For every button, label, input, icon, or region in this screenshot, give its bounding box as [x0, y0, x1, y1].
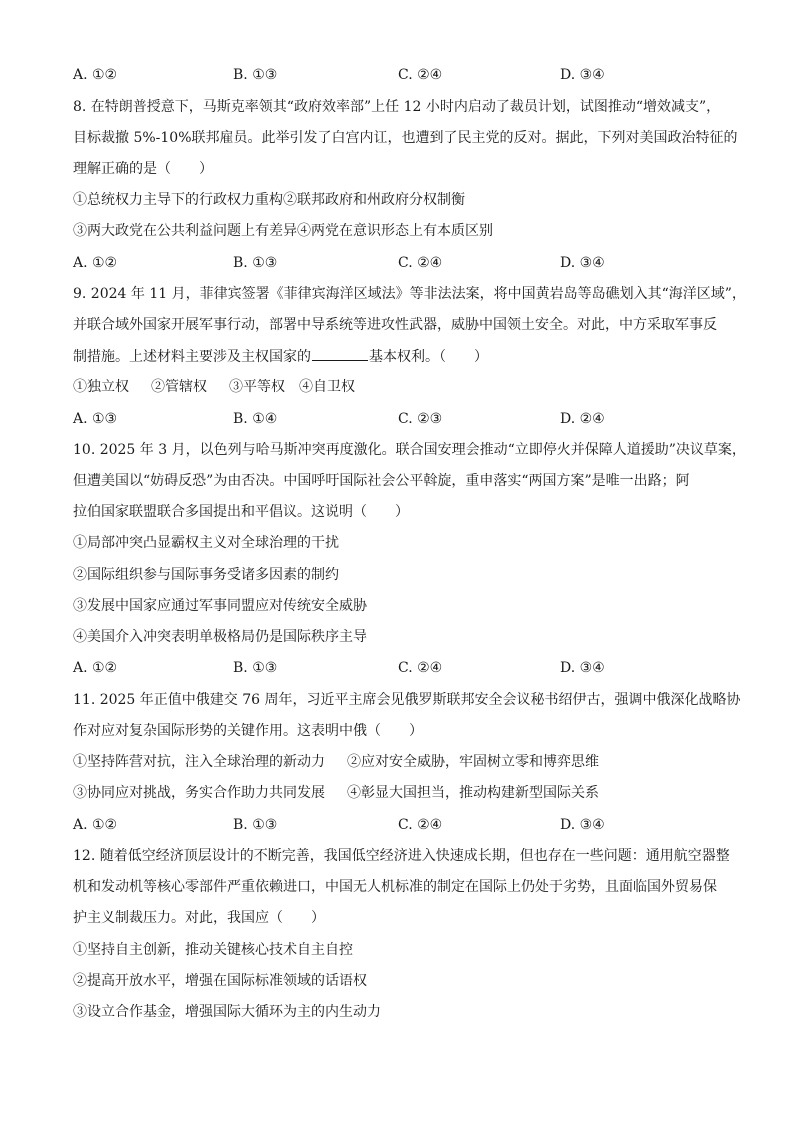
q11-option-a: A. ①② [73, 817, 118, 833]
q10-option-a: A. ①② [73, 660, 118, 676]
q11-items-row-2 [73, 783, 599, 803]
q10-option-d: D. ③④ [560, 660, 605, 676]
q9-item-1: ①独立权 [73, 379, 129, 395]
q7-option-c: C. ②④ [398, 67, 443, 83]
q11-stem-line-1: 11. 2025 年正值中俄建交 76 周年，习近平主席会见俄罗斯联邦安全会议秘书绍伊古，强调中俄深化战略协 [73, 692, 741, 708]
q10-item-1: ①局部冲突凸显霸权主义对全球治理的干扰 [73, 535, 339, 551]
q12-item-1: ①坚持自主创新，推动关键核心技术自主自控 [73, 942, 353, 958]
q10-stem-line-1: 10. 2025 年 3 月，以色列与哈马斯冲突再度激化。联合国安理会推动“立即停火并保障人道援助”决议草案， [73, 442, 746, 458]
q7-option-d: D. ③④ [560, 67, 605, 83]
q9-options [73, 409, 733, 429]
q9-items [73, 377, 355, 397]
q11-item-2: ②应对安全威胁，牢固树立零和博弈思维 [347, 754, 599, 770]
q11-stem-line-2: 作对应对复杂国际形势的关键作用。这表明中俄（ ） [73, 723, 423, 739]
q11-items-row-1 [73, 752, 599, 772]
q10-item-4: ④美国介入冲突表明单极格局仍是国际秩序主导 [73, 629, 367, 645]
q9-stem-line-3 [73, 346, 488, 366]
q9-stem-before-blank: 制措施。上述材料主要涉及主权国家的 [73, 349, 311, 365]
q8-stem-line-3: 理解正确的是（ ） [73, 161, 213, 177]
q9-stem-line-1: 9. 2024 年 11 月，菲律宾签署《菲律宾海洋区域法》等非法法案，将中国黄岩岛等岛礁划入其“海洋区域”， [73, 286, 746, 302]
q10-options [73, 658, 733, 678]
q9-item-4: ④自卫权 [299, 379, 355, 395]
q10-stem-line-2: 但遭美国以“妨碍反恐”为由否决。中国呼吁国际社会公平斡旋，重申落实“两国方案”是唯一出路；阿 [73, 473, 690, 489]
q8-option-a: A. ①② [73, 255, 118, 271]
q10-option-c: C. ②④ [398, 660, 443, 676]
q8-options [73, 253, 733, 273]
q9-stem-after-blank: 基本权利。（ ） [369, 349, 488, 365]
q9-item-3: ③平等权 [229, 379, 285, 395]
q8-stem-line-2: 目标裁撤 5%-10%联邦雇员。此举引发了白宫内讧，也遭到了民主党的反对。据此，下列对美国政治特征的 [73, 130, 738, 146]
q8-option-d: D. ③④ [560, 255, 605, 271]
q7-option-b: B. ①③ [233, 67, 278, 83]
q12-item-3: ③设立合作基金，增强国际大循环为主的内生动力 [73, 1004, 381, 1020]
q10-option-b: B. ①③ [233, 660, 278, 676]
q8-option-c: C. ②④ [398, 255, 443, 271]
q10-item-2: ②国际组织参与国际事务受诸多因素的制约 [73, 567, 339, 583]
q9-stem-line-2: 并联合域外国家开展军事行动，部署中导系统等进攻性武器，威胁中国领土安全。对此，中方采取军事反 [73, 317, 717, 333]
q7-option-a: A. ①② [73, 67, 118, 83]
q11-item-4: ④彰显大国担当，推动构建新型国际关系 [347, 785, 599, 801]
answer-blank [312, 346, 368, 361]
q11-option-d: D. ③④ [560, 817, 605, 833]
q9-option-c: C. ②③ [398, 411, 443, 427]
q9-option-a: A. ①③ [73, 411, 118, 427]
q11-option-c: C. ②④ [398, 817, 443, 833]
q12-stem-line-2: 机和发动机等核心零部件严重依赖进口，中国无人机标准的制定在国际上仍处于劣势，且面临国外贸易保 [73, 879, 717, 895]
q8-stem-line-1: 8. 在特朗普授意下，马斯克率领其“政府效率部”上任 12 小时内启动了裁员计划，试图推动“增效减支”， [73, 99, 721, 115]
q12-item-2: ②提高开放水平，增强在国际标准领域的话语权 [73, 973, 367, 989]
q11-options [73, 815, 733, 835]
q8-item-row-2: ③两大政党在公共利益问题上有差异④两党在意识形态上有本质区别 [73, 223, 493, 239]
q9-option-b: B. ①④ [233, 411, 278, 427]
q12-stem-line-3: 护主义制裁压力。对此，我国应（ ） [73, 910, 325, 926]
q8-option-b: B. ①③ [233, 255, 278, 271]
q10-item-3: ③发展中国家应通过军事同盟应对传统安全威胁 [73, 598, 367, 614]
q11-option-b: B. ①③ [233, 817, 278, 833]
q9-item-2: ②管辖权 [151, 379, 207, 395]
q8-item-row-1: ①总统权力主导下的行政权力重构②联邦政府和州政府分权制衡 [73, 192, 465, 208]
q10-stem-line-3: 拉伯国家联盟联合多国提出和平倡议。这说明（ ） [73, 504, 409, 520]
q11-item-1: ①坚持阵营对抗，注入全球治理的新动力 [73, 754, 325, 770]
q12-stem-line-1: 12. 随着低空经济顶层设计的不断完善，我国低空经济进入快速成长期，但也存在一些问题：通用航空器整 [73, 848, 730, 864]
q9-option-d: D. ②④ [560, 411, 605, 427]
q11-item-3: ③协同应对挑战，务实合作助力共同发展 [73, 785, 325, 801]
q7-options [73, 65, 733, 85]
